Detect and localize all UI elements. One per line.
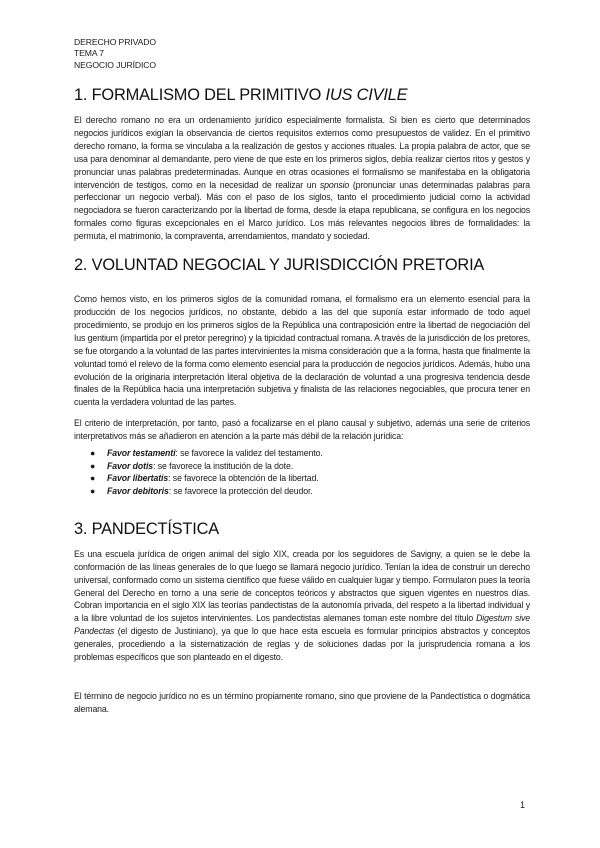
header-topic-number: TEMA 7 <box>74 48 104 59</box>
section-1-text-b: (pronunciar unas determinadas palabras para perfeccionar un negocio verbal). Más con el paso de los siglos, tanto el procedimiento judicial como la actividad negociadora se fueron caracterizando por la libertad de forma, desde la etapa republicana, se configura en los negocios formales como figuras excepcionales en el Marco jurídico. Los más relevantes negocios libres de formalidades: la permuta, el matrimonio, la compraventa, arrendamientos, mandato y sociedad. <box>74 179 530 242</box>
bullet-text: : se favorece la obtención de la libertad. <box>168 473 319 484</box>
section-3-paragraph-2: El término de negocio jurídico no es un término propiamente romano, sino que proviene de la Pandectística o dogmática alemana. <box>74 691 530 714</box>
list-item <box>74 472 530 485</box>
section-3-text-a: Es una escuela jurídica de origen animal del siglo XIX, creada por los seguidores de Savigny, a quien se le debe la conformación de las líneas generales de lo que luego se llamará negocio jurídico. Tenían la idea de construir un derecho universal, conformado como un sistema científico que fuese válido en cualquier lugar y tiempo. Formularon pues la teoría General del Derecho en torno a una serie de conceptos teóricos y abstractos que siguen vigentes en nuestros días. Cobran importancia en el siglo XIX las teorías pandectistas de la autonomía privada, del respeto a la libertad individual y a la libre voluntad de los sujetos intervinientes. Los pandectistas alemanes toman este nombre del título <box>74 548 530 624</box>
section-3-heading: 3. PANDECTÍSTICA <box>74 519 219 538</box>
list-item <box>74 447 530 460</box>
section-3-paragraph-1 <box>74 548 530 664</box>
bullet-text: : se favorece la validez del testamento. <box>175 448 323 459</box>
section-1-heading <box>74 84 530 106</box>
list-item <box>74 460 530 473</box>
header-topic-title: NEGOCIO JURÍDICO <box>74 59 156 70</box>
bullet-term: Favor dotis <box>107 460 154 471</box>
page-number: 1 <box>519 800 525 810</box>
section-3-italic-title: Digestum sive Pandectas <box>74 613 531 637</box>
document-body <box>74 84 530 716</box>
section-1-text-a: El derecho romano no era un ordenamiento jurídico especialmente formalista. Si bien es cierto que determinados negocios jurídicos exigían la observancia de ciertos requisitos externos como presupuestos de validez. En el primitivo derecho romano, la forma se vinculaba a la realización de gestos y acciones rituales. La propia palabra de actor, que se usa para denominar al demandante, pero viene de que este en los primeros siglos, debía realizar ciertos ritos y gestos y pronunciar unas palabras predeterminadas. Aunque en otras ocasiones el formalismo se manifestaba en la obligatoria intervención de testigos, como en la necesidad de realizar un <box>74 115 530 190</box>
document-header <box>74 37 156 71</box>
bullet-icon: ● <box>90 486 96 497</box>
section-3-text-b: (el digesto de Justiniano), ya que lo que hace esta escuela es formular principios abstractos y conceptos generales, procediendo a la sistematización de reglas y de soluciones dadas por la jurisprudencia romana a los problemas específicos que son planteado en el digesto. <box>74 626 530 663</box>
bullet-term: Favor libertatis <box>107 473 169 484</box>
bullet-text: : se favorece la institución de la dote. <box>153 460 294 471</box>
section-1-italic-term: sponsio <box>319 179 350 190</box>
bullet-icon: ● <box>90 473 96 484</box>
section-1-paragraph <box>74 114 530 243</box>
bullet-term: Favor testamenti <box>107 448 176 459</box>
section-2-paragraph-2: El criterio de interpretación, por tanto, pasó a focalizarse en el plano causal y subjetivo, además una serie de criterios interpretativos más se añadieron en atención a la parte más débil de la relación jurídica: <box>74 418 530 442</box>
section-2-paragraph-1: Como hemos visto, en los primeros siglos de la comunidad romana, el formalismo era un elemento esencial para la producción de los negocios jurídicos, no obstante, debido a las del que suponía estar informado de todo aquel procedimiento, se produjo en los primeros siglos de la República una contraposición entre la libertad de negociación del Ius gentium (impartida por el pretor peregrino) y la tipicidad contractual romana. A través de la jurisdicción de los pretores, se fue otorgando a la voluntad de las partes intervinientes la misma consideración que a la forma, hasta que finalmente la voluntad tomó el relevo de la forma como elemento esencial para la producción de negocios jurídicos. Además, hubo una evolución de la originaria interpretación literal objetiva de la declaración de voluntad a una progresiva tendencia desde finales de la República hacia una interpretación subjetiva y finalista de las relaciones negociables, que procura tener en cuenta la verdadera voluntad de las partes. <box>74 294 530 408</box>
bullet-text: : se favorece la protección del deudor. <box>168 486 313 497</box>
bullet-icon: ● <box>90 448 96 459</box>
header-course: DERECHO PRIVADO <box>74 37 156 47</box>
list-item <box>74 485 530 498</box>
bullet-icon: ● <box>90 460 96 471</box>
section-1-heading-text: 1. FORMALISMO DEL PRIMITIVO <box>74 86 326 104</box>
section-2-heading: 2. VOLUNTAD NEGOCIAL Y JURISDICCIÓN PRETORIA <box>74 256 485 275</box>
bullet-term: Favor debitoris <box>107 486 169 497</box>
favor-criteria-list <box>74 447 530 498</box>
section-1-heading-italic: IUS CIVILE <box>325 86 408 104</box>
